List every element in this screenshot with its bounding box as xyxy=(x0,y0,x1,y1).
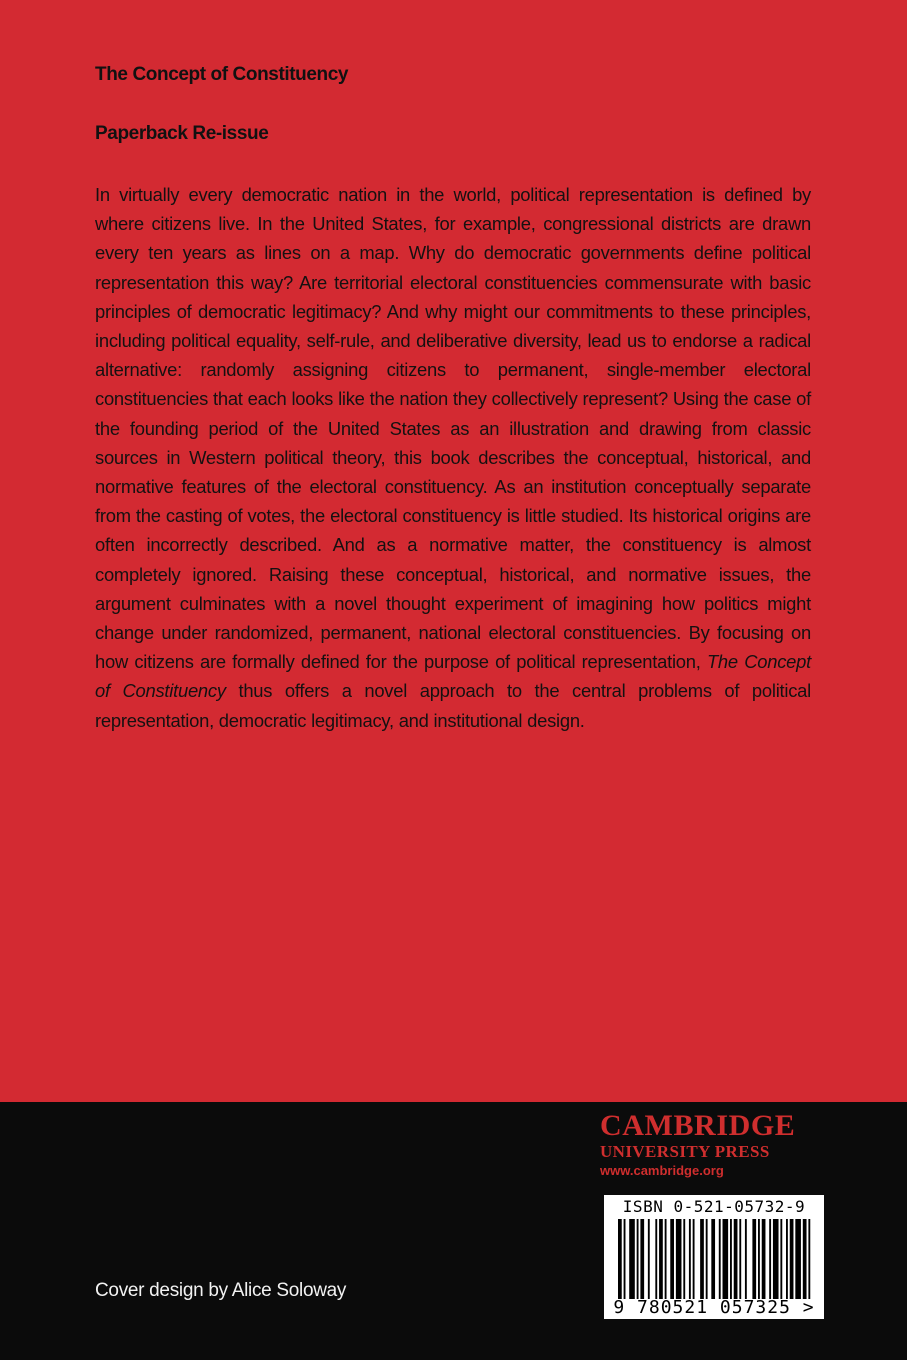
book-title: The Concept of Constituency xyxy=(95,64,349,85)
blurb-text-end: thus offers a novel approach to the central problems of political representation, democratic legitimacy, and institutional design. xyxy=(95,680,811,731)
publisher-logo xyxy=(600,1110,826,1180)
cover-design-credit: Cover design by Alice Soloway xyxy=(95,1280,347,1301)
barcode-number: 9 780521 057325 > xyxy=(613,1297,815,1318)
edition-label: Paperback Re-issue xyxy=(95,123,269,144)
isbn-barcode-box xyxy=(604,1195,824,1319)
publisher-name: CAMBRIDGE xyxy=(600,1109,796,1142)
isbn-label: ISBN 0-521-05732-9 xyxy=(622,1197,806,1216)
publisher-url: www.cambridge.org xyxy=(600,1163,724,1178)
publisher-subtitle: UNIVERSITY PRESS xyxy=(600,1142,770,1161)
barcode-icon xyxy=(618,1219,814,1299)
blurb-text-main: In virtually every democratic nation in the world, political representation is defined by where citizens live. In the United States, for example, congressional districts are drawn every ten years as lines on a map. Why do democratic governments define political representation this way? Are territorial electoral constituencies commensurate with basic principles of democratic legitimacy? And why might our commitments to these principles, including political equality, self-rule, and deliberative diversity, lead us to endorse a radical alternative: randomly assigning citizens to permanent, single-member electoral constituencies that each looks like the nation they collectively represent? Using the case of the founding period of the United States as an illustration and drawing from classic sources in Western political theory, this book describes the conceptual, historical, and normative features of the electoral constituency. As an institution conceptually separate from the casting of votes, the electoral constituency is little studied. Its historical origins are often incorrectly described. And as a normative matter, the constituency is almost completely ignored. Raising these conceptual, historical, and normative issues, the argument culminates with a novel thought experiment of imagining how politics might change under randomized, permanent, national electoral constituencies. By focusing on how citizens are formally defined for the purpose of political representation, xyxy=(95,184,811,673)
blurb-paragraph xyxy=(95,180,811,735)
blurb-italic-title: The Concept of Constituency xyxy=(95,651,811,702)
